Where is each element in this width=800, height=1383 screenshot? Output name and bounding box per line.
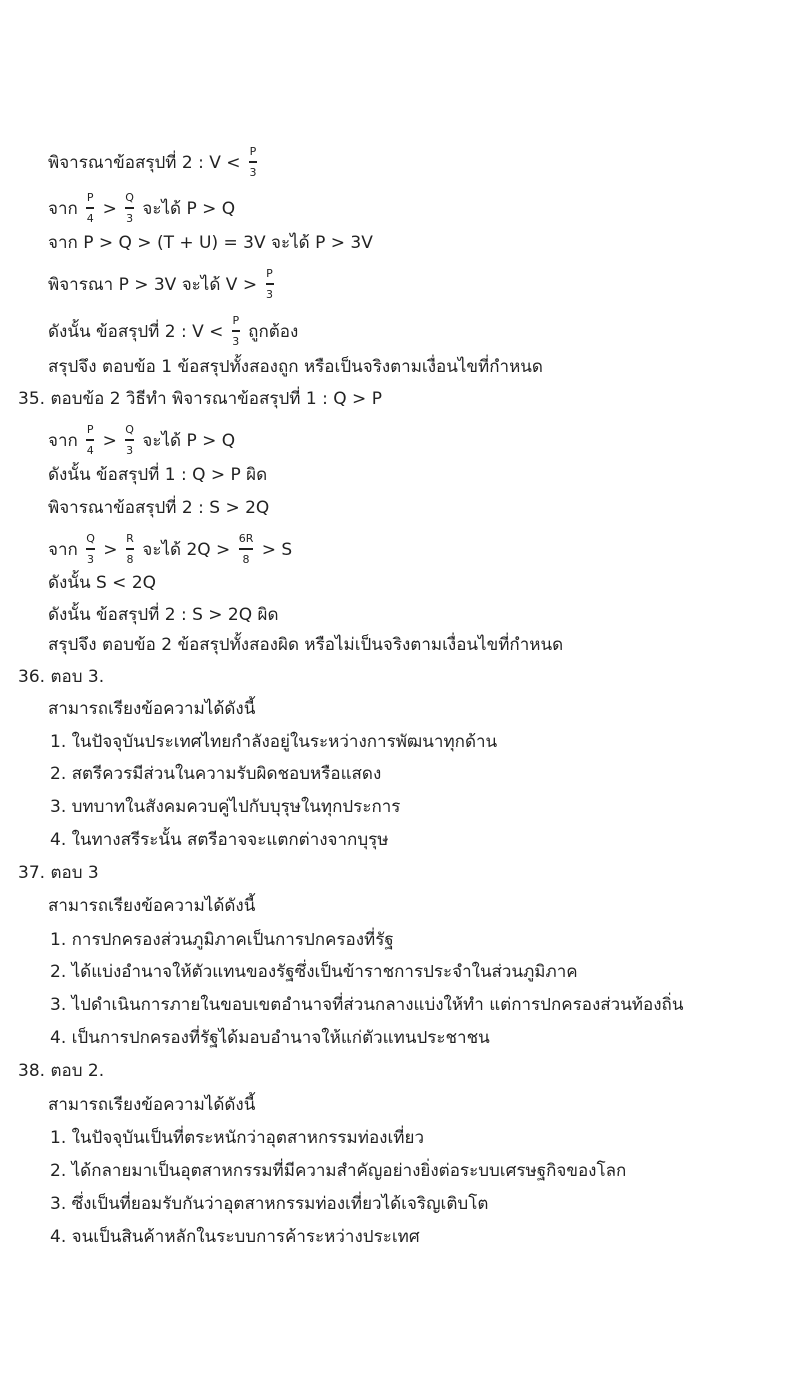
fraction [239, 532, 254, 566]
frac-bar [86, 207, 94, 209]
frac-bar [86, 548, 95, 550]
s35-line-4-post: > S [261, 539, 293, 560]
operator: > [103, 539, 118, 560]
frac-denominator: 4 [86, 443, 94, 457]
s36-heading: 36. ตอบ 3. [18, 667, 105, 687]
fraction [232, 314, 240, 348]
s34-line-2 [48, 192, 235, 226]
fraction [86, 532, 95, 566]
s35-line-1 [48, 424, 235, 458]
s37-intro: สามารถเรียงข้อความได้ดังนี้ [48, 896, 256, 916]
s34-line-5 [48, 315, 298, 349]
frac-numerator: Q [86, 532, 95, 545]
frac-numerator: P [232, 314, 240, 327]
s35-heading: 35. ตอบข้อ 2 วิธีทำ พิจารณาข้อสรุปที่ 1 : Q > P [18, 389, 382, 409]
frac-bar [249, 161, 257, 163]
s34-line-6: สรุปจึง ตอบข้อ 1 ข้อสรุปทั้งสองถูก หรือเป็นจริงตามเงื่อนไขที่กำหนด [48, 357, 543, 377]
fraction [126, 532, 134, 566]
s35-line-7: สรุปจึง ตอบข้อ 2 ข้อสรุปทั้งสองผิด หรือไม่เป็นจริงตามเงื่อนไขที่กำหนด [48, 635, 564, 655]
s34-line-2-post: จะได้ P > Q [142, 198, 236, 219]
frac-denominator: 3 [266, 287, 273, 301]
frac-numerator: 6R [238, 532, 254, 545]
s35-line-1-pre: จาก [48, 430, 78, 451]
s35-line-3: พิจารณาข้อสรุปที่ 2 : S > 2Q [48, 498, 270, 518]
s35-line-2: ดังนั้น ข้อสรุปที่ 1 : Q > P ผิด [48, 465, 268, 485]
frac-denominator: 4 [86, 211, 94, 225]
frac-numerator: P [86, 423, 94, 436]
s37-item-3: 3. ไปดำเนินการภายในขอบเขตอำนาจที่ส่วนกลางแบ่งให้ทำ แต่การปกครองส่วนท้องถิ่น [50, 995, 684, 1015]
frac-denominator: 3 [87, 552, 95, 566]
s34-line-4-text: พิจารณา P > 3V จะได้ V > [48, 274, 258, 295]
frac-numerator: P [249, 145, 257, 158]
s37-item-1: 1. การปกครองส่วนภูมิภาคเป็นการปกครองที่รัฐ [50, 930, 394, 950]
frac-bar [125, 207, 134, 209]
frac-bar [125, 439, 134, 441]
frac-denominator: 3 [249, 165, 257, 179]
s38-item-3: 3. ซึ่งเป็นที่ยอมรับกันว่าอุตสาหกรรมท่องเที่ยวได้เจริญเติบโต [50, 1194, 489, 1214]
s36-item-4: 4. ในทางสรีระนั้น สตรีอาจจะแตกต่างจากบุรุษ [50, 830, 389, 850]
operator: > [102, 430, 117, 451]
fraction [125, 191, 134, 225]
s38-heading: 38. ตอบ 2. [18, 1061, 105, 1081]
fraction [86, 423, 94, 457]
s35-line-6: ดังนั้น ข้อสรุปที่ 2 : S > 2Q ผิด [48, 605, 279, 625]
s36-item-3: 3. บทบาทในสังคมควบคู่ไปกับบุรุษในทุกประการ [50, 797, 401, 817]
s34-line-5-post: ถูกต้อง [248, 321, 299, 342]
s35-line-4-mid: จะได้ 2Q > [142, 539, 231, 560]
frac-denominator: 3 [232, 334, 240, 348]
fraction [266, 267, 274, 301]
frac-numerator: Q [125, 423, 134, 436]
s34-line-4 [48, 268, 277, 302]
frac-bar [239, 548, 254, 550]
operator: > [102, 198, 117, 219]
s35-line-5: ดังนั้น S < 2Q [48, 573, 157, 593]
frac-denominator: 3 [126, 443, 134, 457]
s35-line-4 [48, 533, 292, 567]
s34-line-5-text: ดังนั้น ข้อสรุปที่ 2 : V < [48, 321, 224, 342]
frac-denominator: 8 [126, 552, 134, 566]
frac-numerator: R [126, 532, 134, 545]
fraction [86, 191, 94, 225]
frac-bar [232, 330, 240, 332]
s35-line-4-pre: จาก [48, 539, 78, 560]
frac-numerator: Q [125, 191, 134, 204]
s34-line-3: จาก P > Q > (T + U) = 3V จะได้ P > 3V [48, 233, 373, 253]
s37-heading: 37. ตอบ 3 [18, 863, 99, 883]
frac-numerator: P [266, 267, 273, 280]
s34-line-1-text: พิจารณาข้อสรุปที่ 2 : V < [48, 152, 241, 173]
frac-denominator: 8 [242, 552, 250, 566]
fraction [249, 145, 257, 179]
fraction [125, 423, 134, 457]
s34-line-2-pre: จาก [48, 198, 78, 219]
s37-item-4: 4. เป็นการปกครองที่รัฐได้มอบอำนาจให้แก่ตัวแทนประชาชน [50, 1028, 490, 1048]
frac-bar [266, 283, 274, 285]
s36-item-2: 2. สตรีควรมีส่วนในความรับผิดชอบหรือแสดง [50, 764, 382, 784]
frac-bar [126, 548, 134, 550]
s36-intro: สามารถเรียงข้อความได้ดังนี้ [48, 699, 256, 719]
s38-item-1: 1. ในปัจจุบันเป็นที่ตระหนักว่าอุตสาหกรรมท่องเที่ยว [50, 1128, 424, 1148]
s38-item-4: 4. จนเป็นสินค้าหลักในระบบการค้าระหว่างประเทศ [50, 1227, 420, 1247]
s38-intro: สามารถเรียงข้อความได้ดังนี้ [48, 1095, 256, 1115]
frac-numerator: P [86, 191, 94, 204]
s34-line-1 [48, 146, 260, 180]
s36-item-1: 1. ในปัจจุบันประเทศไทยกำลังอยู่ในระหว่างการพัฒนาทุกด้าน [50, 732, 498, 752]
frac-denominator: 3 [126, 211, 134, 225]
s35-line-1-post: จะได้ P > Q [142, 430, 236, 451]
s38-item-2: 2. ได้กลายมาเป็นอุตสาหกรรมที่มีความสำคัญอย่างยิ่งต่อระบบเศรษฐกิจของโลก [50, 1161, 627, 1181]
frac-bar [86, 439, 94, 441]
s37-item-2: 2. ได้แบ่งอำนาจให้ตัวแทนของรัฐซึ่งเป็นข้าราชการประจำในส่วนภูมิภาค [50, 962, 578, 982]
